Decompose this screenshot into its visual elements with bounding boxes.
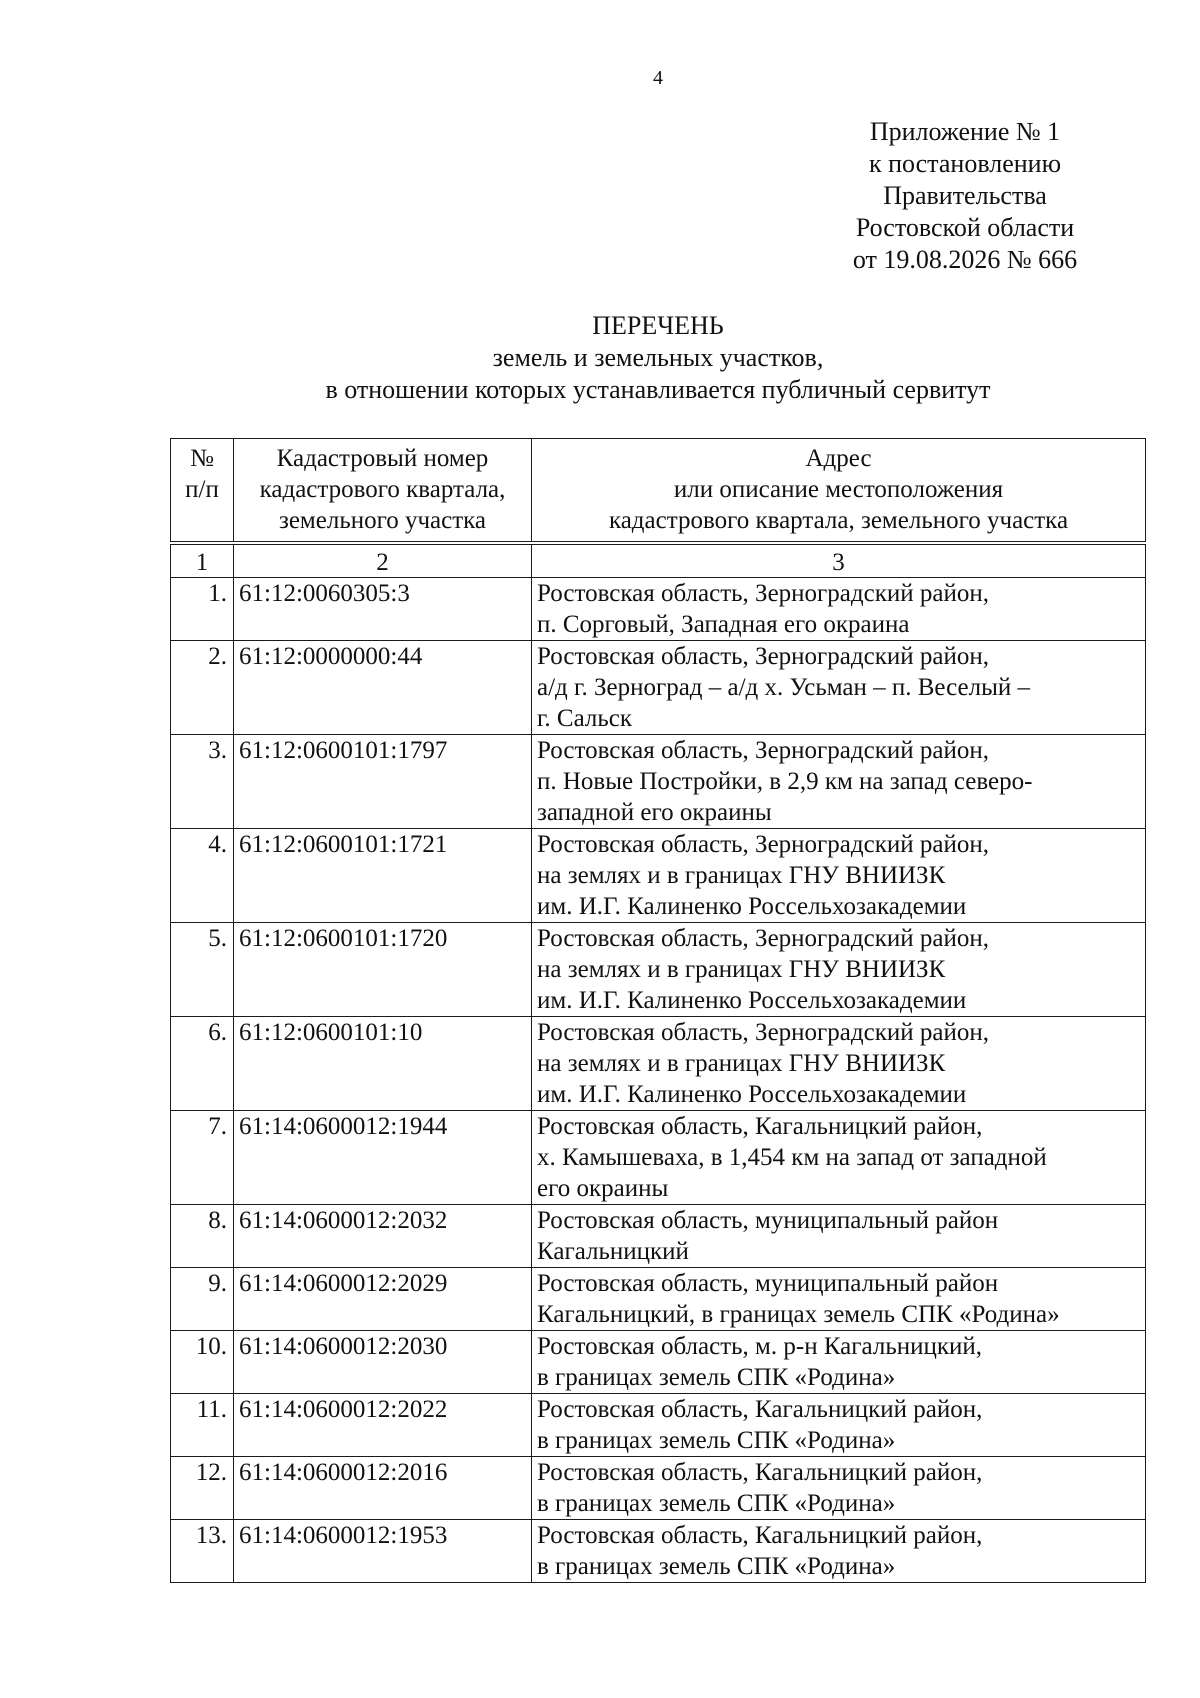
address-cell	[532, 1205, 1146, 1268]
table-row	[171, 1205, 1146, 1268]
address-cell	[532, 829, 1146, 923]
address-line: Ростовская область, Кагальницкий район,	[537, 1396, 983, 1423]
address-cell	[532, 641, 1146, 735]
address-line: п. Новые Постройки, в 2,9 км на запад северо-	[537, 768, 1033, 795]
address-line: Ростовская область, Зерноградский район,	[537, 1019, 989, 1046]
address-line: Ростовская область, муниципальный район	[537, 1270, 999, 1297]
address-line: на землях и в границах ГНУ ВНИИЗК	[537, 1050, 946, 1077]
cadastral-number: 61:12:0060305:3	[234, 578, 532, 641]
header-line: п/п	[185, 476, 219, 503]
address-line: Кагальницкий, в границах земель СПК «Родина»	[537, 1301, 1060, 1328]
page-number: 4	[653, 67, 663, 89]
address-line: Ростовская область, м. р-н Кагальницкий,	[537, 1333, 983, 1360]
table-row	[171, 829, 1146, 923]
cadastral-number: 61:14:0600012:2022	[234, 1394, 532, 1457]
table-row	[171, 1268, 1146, 1331]
row-number: 11.	[171, 1394, 234, 1457]
row-number: 12.	[171, 1457, 234, 1520]
address-cell	[532, 1017, 1146, 1111]
column-number: 3	[532, 543, 1146, 578]
appendix-line: Правительства	[883, 181, 1047, 210]
address-line: Ростовская область, Зерноградский район,	[537, 831, 989, 858]
table-row	[171, 923, 1146, 1017]
address-cell	[532, 1111, 1146, 1205]
header-number	[171, 439, 234, 544]
address-cell	[532, 923, 1146, 1017]
cadastral-number: 61:14:0600012:1944	[234, 1111, 532, 1205]
cadastral-number: 61:12:0000000:44	[234, 641, 532, 735]
row-number: 13.	[171, 1520, 234, 1583]
address-line: Ростовская область, Зерноградский район,	[537, 925, 989, 952]
address-line: Ростовская область, Зерноградский район,	[537, 580, 989, 607]
table-row	[171, 1331, 1146, 1394]
title-subtitle-line: в отношении которых устанавливается публичный сервитут	[325, 375, 991, 404]
address-line: Ростовская область, Кагальницкий район,	[537, 1113, 983, 1140]
row-number: 6.	[171, 1017, 234, 1111]
address-line: п. Сорговый, Западная его окраина	[537, 611, 910, 638]
address-line: в границах земель СПК «Родина»	[537, 1427, 896, 1454]
table-row	[171, 1111, 1146, 1205]
header-line: Кадастровый номер	[276, 445, 489, 472]
header-line: №	[190, 445, 214, 472]
cadastral-number: 61:14:0600012:2030	[234, 1331, 532, 1394]
header-line: или описание местоположения	[673, 476, 1004, 503]
address-cell	[532, 735, 1146, 829]
row-number: 4.	[171, 829, 234, 923]
address-cell	[532, 1457, 1146, 1520]
title-subtitle-line: земель и земельных участков,	[492, 343, 824, 372]
table-row	[171, 1520, 1146, 1583]
address-line: в границах земель СПК «Родина»	[537, 1364, 896, 1391]
document-title	[0, 310, 1200, 406]
header-cadastral	[234, 439, 532, 544]
appendix-line: Приложение № 1	[869, 117, 1061, 146]
address-cell	[532, 578, 1146, 641]
column-number: 1	[171, 543, 234, 578]
column-number-row	[171, 543, 1146, 578]
table-row	[171, 1017, 1146, 1111]
cadastral-number: 61:12:0600101:10	[234, 1017, 532, 1111]
cadastral-number: 61:14:0600012:2032	[234, 1205, 532, 1268]
address-line: Кагальницкий	[537, 1238, 689, 1265]
row-number: 7.	[171, 1111, 234, 1205]
row-number: 2.	[171, 641, 234, 735]
header-address	[532, 439, 1146, 544]
address-line: Ростовская область, Кагальницкий район,	[537, 1522, 983, 1549]
address-line: его окраины	[537, 1175, 669, 1202]
header-line: Адрес	[805, 445, 872, 472]
cadastral-number: 61:14:0600012:1953	[234, 1520, 532, 1583]
row-number: 10.	[171, 1331, 234, 1394]
address-line: в границах земель СПК «Родина»	[537, 1553, 896, 1580]
address-line: Ростовская область, Кагальницкий район,	[537, 1459, 983, 1486]
header-line: земельного участка	[278, 507, 487, 534]
address-cell	[532, 1520, 1146, 1583]
address-cell	[532, 1331, 1146, 1394]
address-line: Ростовская область, Зерноградский район,	[537, 737, 989, 764]
address-line: а/д г. Зерноград – а/д х. Усьман – п. Веселый –	[537, 674, 1031, 701]
appendix-line: Ростовской области	[855, 213, 1075, 242]
row-number: 3.	[171, 735, 234, 829]
address-cell	[532, 1268, 1146, 1331]
address-line: им. И.Г. Калиненко Россельхозакадемии	[537, 1081, 967, 1108]
column-number: 2	[234, 543, 532, 578]
table-row	[171, 641, 1146, 735]
address-line: Ростовская область, муниципальный район	[537, 1207, 999, 1234]
row-number: 1.	[171, 578, 234, 641]
appendix-block	[840, 116, 1090, 276]
address-cell	[532, 1394, 1146, 1457]
header-line: кадастрового квартала,	[259, 476, 506, 503]
row-number: 8.	[171, 1205, 234, 1268]
table-row	[171, 578, 1146, 641]
cadastral-number: 61:12:0600101:1720	[234, 923, 532, 1017]
header-line: кадастрового квартала, земельного участка	[608, 507, 1069, 534]
row-number: 9.	[171, 1268, 234, 1331]
cadastral-number: 61:12:0600101:1721	[234, 829, 532, 923]
cadastral-number: 61:14:0600012:2029	[234, 1268, 532, 1331]
table-header-row	[171, 439, 1146, 544]
address-line: западной его окраины	[537, 799, 772, 826]
table-row	[171, 1457, 1146, 1520]
cadastral-number: 61:12:0600101:1797	[234, 735, 532, 829]
address-line: им. И.Г. Калиненко Россельхозакадемии	[537, 987, 967, 1014]
cadastral-number: 61:14:0600012:2016	[234, 1457, 532, 1520]
address-line: Ростовская область, Зерноградский район,	[537, 643, 989, 670]
servitude-table	[170, 438, 1146, 1583]
address-line: им. И.Г. Калиненко Россельхозакадемии	[537, 893, 967, 920]
appendix-line: к постановлению	[868, 149, 1062, 178]
address-line: г. Сальск	[537, 705, 633, 732]
address-line: в границах земель СПК «Родина»	[537, 1490, 896, 1517]
table-row	[171, 1394, 1146, 1457]
address-line: х. Камышеваха, в 1,454 км на запад от западной	[537, 1144, 1047, 1171]
table-row	[171, 735, 1146, 829]
row-number: 5.	[171, 923, 234, 1017]
appendix-line: от 19.08.2026 № 666	[852, 245, 1078, 274]
title-heading: ПЕРЕЧЕНЬ	[592, 311, 724, 340]
address-line: на землях и в границах ГНУ ВНИИЗК	[537, 862, 946, 889]
address-line: на землях и в границах ГНУ ВНИИЗК	[537, 956, 946, 983]
